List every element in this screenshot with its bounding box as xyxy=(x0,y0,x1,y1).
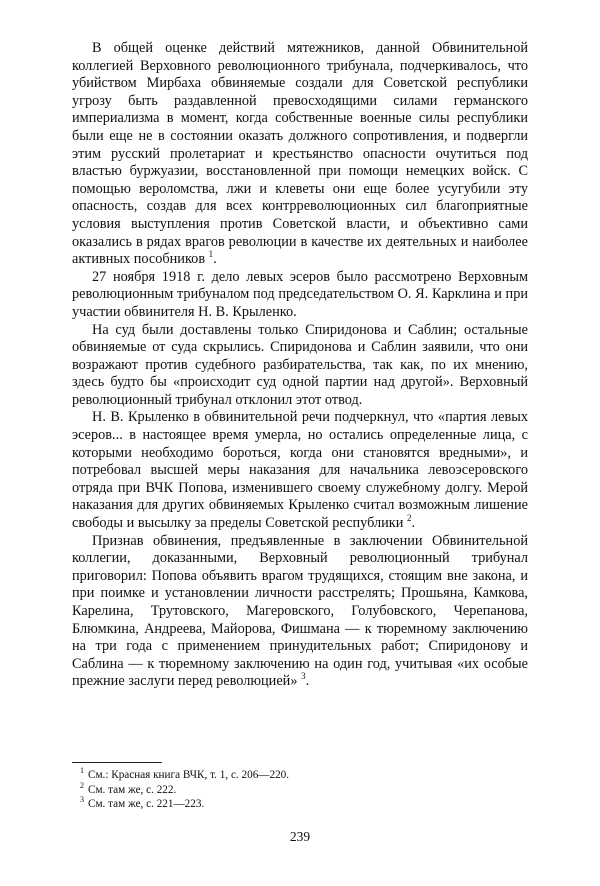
footnote-mark-3: 3 xyxy=(80,795,84,805)
paragraph-5-text: Признав обвинения, предъявленные в заключении Обвинительной коллегии, доказанными, Верховный революционный трибунал приговорил: Попова объявить врагом трудящихся, стоящим вне закона, и при поимке и установлении личности расстрелять; Прошьяна, Камкова, Карелина, Трутовского, Магеровского, Голубовского, Черепанова, Блюмкина, Андреева, Майорова, Фишмана — к тюремному заключению на три года с применением принудительных работ; Спиридонову и Саблина — к тюремному заключению на один год, учитывая «их особые прежние заслуги перед революцией» xyxy=(72,532,528,690)
footnote-2 xyxy=(72,780,528,798)
paragraph-4-text: Н. В. Крыленко в обвинительной речи подчеркнул, что «партия левых эсеров... в настоящее время умерла, но остались определенные лица, с которыми необходимо бороться, когда они становятся вредными», и потребовал высшей меры наказания для начальника левоэсеровского отряда при ВЧК Попова, изменившего своему служебному долгу. Мерой наказания для других обвиняемых Крыленко считал возможным лишение свободы и высылку за пределы Советской республики xyxy=(72,409,528,532)
footnote-3 xyxy=(72,797,528,812)
footnote-1 xyxy=(72,768,528,783)
paragraph-1-text: В общей оценке действий мятежников, данной Обвинительной коллегией Верховного революционного трибунала, подчеркивалось, что убийством Мирбаха обвиняемые создали для Советской республики угрозу быть раздавленной превосходящими силами германского империализма в момент, когда собственные военные силы республики были еще не в состоянии оказать должного сопротивления, и подвергли этим русский пролетариат и крестьянство опасности очутиться под властью буржуазии, восстановленной при помощи немецких войск. С помощью вероломства, лжи и клеветы они еще более усугубили эту опасность, создав для всех контрреволюционных сил благоприятные условия выступления против Советской власти, и объективно сами оказались в рядах врагов революции в качестве их деятельных и наиболее активных пособников xyxy=(72,40,528,268)
footnote-text-3: См. там же, с. 221—223. xyxy=(88,798,205,810)
paragraph-2: 27 ноября 1918 г. дело левых эсеров было рассмотрено Верховным революционным трибуналом под председательством О. Я. Карклина и при участии обвинителя Н. В. Крыленко. xyxy=(72,268,528,320)
paragraph-3: На суд были доставлены только Спиридонова и Саблин; остальные обвиняемые от суда скрылись. Спиридонова и Саблин заявили, что они возражают против судебного разбирательства, так как, по их мнению, здесь будто бы «происходит суд одной партии над другой». Верховный революционный трибунал отклонил этот отвод. xyxy=(72,321,528,408)
footnote-mark-1: 1 xyxy=(80,766,84,776)
page-number: 239 xyxy=(289,829,311,844)
footnote-ref-3: 3 xyxy=(301,671,306,682)
footnote-ref-2: 2 xyxy=(406,513,412,524)
paragraph-1: В общей оценке действий мятежников, данной Обвинительной коллегией Верховного революционного трибунала, подчеркивалось, что убийством Мирбаха обвиняемые создали для Советской республики угрозу быть раздавленной превосходящими силами германского империализма в момент, когда собственные военные силы республики были еще не в состоянии оказать должного сопротивления, и подвергли этим русский пролетариат и крестьянство опасности очутиться под властью буржуазии, восстановленной при помощи немецких войск. С помощью вероломства, лжи и клеветы они еще более усугубили эту опасность, создав для всех контрреволюционных сил благоприятные условия выступления против Советской власти, и объективно сами оказались в рядах врагов революции в качестве их деятельных и наиболее активных пособников $^1$. xyxy=(72,40,528,268)
main-text xyxy=(72,40,528,691)
footnote-divider xyxy=(72,762,162,763)
footnote-text-1: См.: Красная книга ВЧК, т. 1, с. 206—220. xyxy=(88,769,290,781)
footnote-mark-2: 2 xyxy=(80,780,84,790)
paragraph-5: Признав обвинения, предъявленные в заключении Обвинительной коллегии, доказанными, Верховный революционный трибунал приговорил: Попова объявить врагом трудящихся, стоящим вне закона, и при поимке и установлении личности расстрелять; Прошьяна, Камкова, Карелина, Трутовского, Магеровского, Голубовского, Черепанова, Блюмкина, Андреева, Майорова, Фишмана — к тюремному заключению на три года с применением принудительных работ; Спиридонову и Саблина — к тюремному заключению на один год, учитывая «их особые прежние заслуги перед революцией» $^3$. xyxy=(72,532,528,690)
footnote-text-2: См. там же, с. 222. xyxy=(88,783,177,796)
footnote-ref-1: 1 xyxy=(208,249,214,260)
footnotes xyxy=(72,768,528,812)
paragraph-4: Н. В. Крыленко в обвинительной речи подчеркнул, что «партия левых эсеров... в настоящее время умерла, но остались определенные лица, с которыми необходимо бороться, когда они становятся вредными», и потребовал высшей меры наказания для начальника левоэсеровского отряда при ВЧК Попова, изменившего своему служебному долгу. Мерой наказания для других обвиняемых Крыленко считал возможным лишение свободы и высылку за пределы Советской республики $^2$. xyxy=(72,409,528,532)
